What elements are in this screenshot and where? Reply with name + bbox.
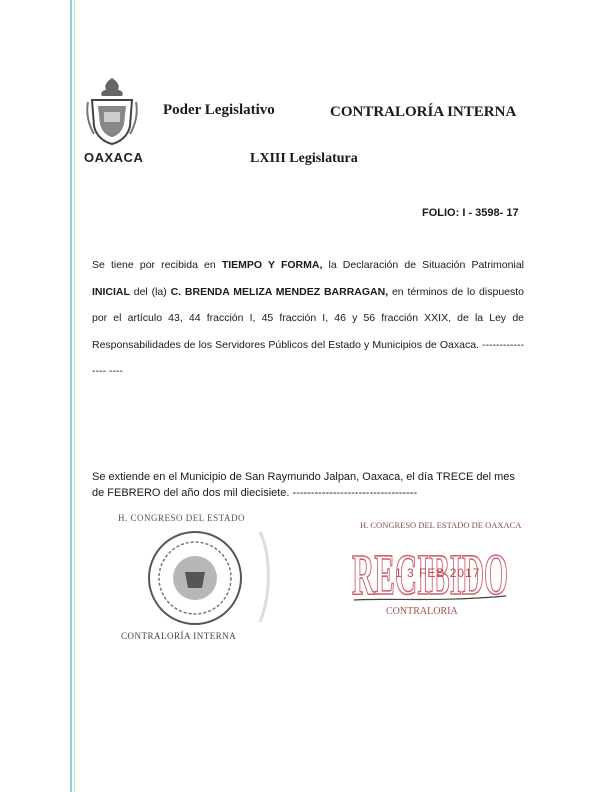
text-segment-bold: INICIAL	[92, 285, 130, 298]
text-segment: Se tiene por recibida en	[92, 259, 222, 271]
declarant-name: C. BRENDA MELIZA MENDEZ BARRAGAN,	[170, 285, 389, 298]
header-contraloria: CONTRALORÍA INTERNA	[330, 104, 517, 120]
stamp-left-top-text: H. CONGRESO DEL ESTADO	[118, 513, 245, 523]
received-stamp-word: RECIBIDO	[352, 542, 508, 604]
text-segment: del (la)	[129, 285, 171, 298]
text-segment: la Declaración de Situación Patrimonial	[322, 259, 524, 271]
state-name: OAXACA	[84, 150, 144, 165]
header-legislatura: LXIII Legislatura	[250, 151, 358, 166]
margin-line-secondary	[74, 0, 75, 792]
declaration-paragraph	[92, 252, 524, 385]
received-stamp-bottom: CONTRALORIA	[386, 606, 458, 617]
issuance-paragraph: Se extiende en el Municipio de San Raymundo Jalpan, Oaxaca, el día TRECE del mes de FEBRERO del año dos mil diecisiete. ----------------------------------	[92, 471, 515, 499]
text-segment-bold: TIEMPO Y FORMA,	[221, 259, 323, 271]
state-crest-icon	[84, 76, 140, 148]
margin-line	[70, 0, 72, 792]
folio-number: FOLIO: I - 3598- 17	[422, 207, 519, 219]
received-date: 1 3 FEB 2017	[395, 566, 481, 580]
header-poder: Poder Legislativo	[163, 102, 275, 118]
received-stamp-header: H. CONGRESO DEL ESTADO DE OAXACA	[360, 520, 522, 530]
official-seal-icon	[110, 512, 280, 642]
text-segment: en términos de lo dispuesto por el artículo 43, 44 fracción I, 45 fracción I, 46 y 56 fracción XXIX, de la Ley de Responsabilidades de los Servidores Públicos del Estado y Municipios de Oaxaca. ---------------- ----	[92, 285, 525, 377]
stamp-left-bottom-text: CONTRALORÍA INTERNA	[121, 631, 237, 641]
